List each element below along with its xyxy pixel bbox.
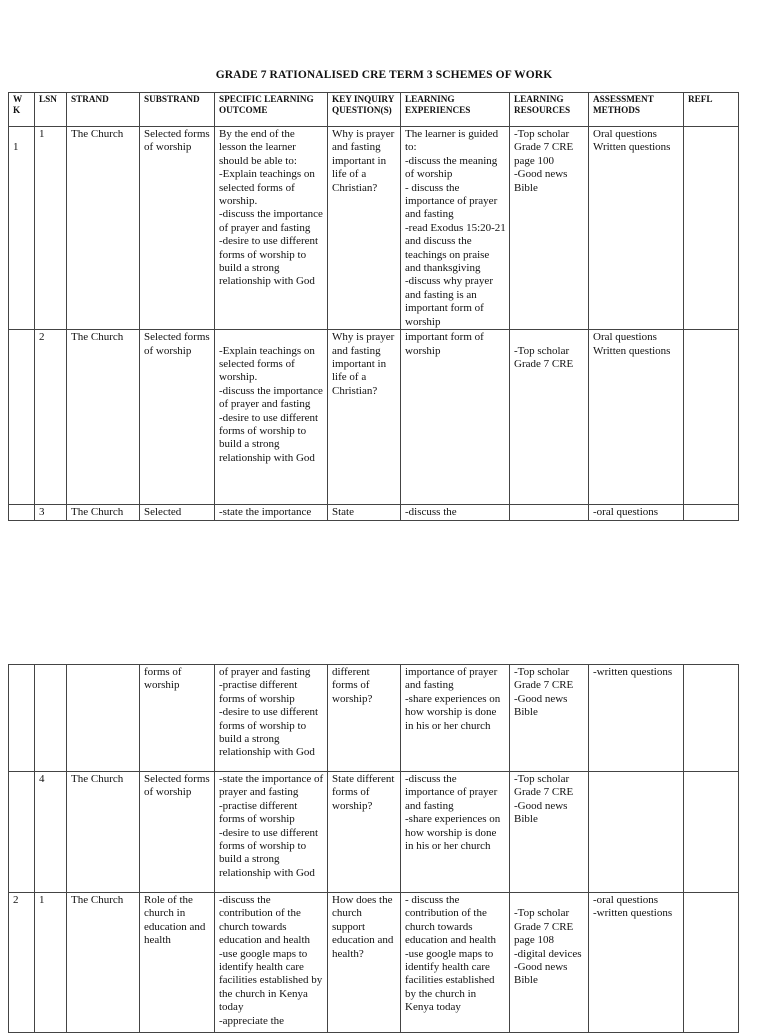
- header-lsn: LSN: [35, 93, 67, 127]
- header-row: [9, 93, 739, 127]
- cell-wk: [9, 665, 35, 772]
- cell-experiences: important form of worship: [401, 330, 510, 505]
- cell-refl: [684, 772, 739, 893]
- cell-wk: 1: [9, 127, 35, 330]
- header-question: KEY INQUIRY QUESTION(S): [328, 93, 401, 127]
- cell-refl: [684, 127, 739, 330]
- cell-substrand: Selected: [140, 505, 215, 520]
- header-assessment: ASSESSMENT METHODS: [589, 93, 684, 127]
- cell-question: Why is prayer and fasting important in life of a Christian?: [328, 330, 401, 505]
- cell-resources: -Top scholar Grade 7 CRE -Good news Bible: [510, 772, 589, 893]
- cell-wk: [9, 330, 35, 505]
- cell-lsn: 4: [35, 772, 67, 893]
- cell-resources: -Top scholar Grade 7 CRE page 100 -Good news Bible: [510, 127, 589, 330]
- cell-substrand: Selected forms of worship: [140, 127, 215, 330]
- cell-experiences: -discuss the: [401, 505, 510, 520]
- cell-strand: The Church: [67, 505, 140, 520]
- cell-wk: [9, 772, 35, 893]
- document-title: GRADE 7 RATIONALISED CRE TERM 3 SCHEMES OF WORK: [215, 69, 553, 81]
- cell-lsn: 2: [35, 330, 67, 505]
- cell-assessment: [589, 772, 684, 893]
- cell-strand: The Church: [67, 330, 140, 505]
- cell-resources: -Top scholar Grade 7 CRE -Good news Bible: [510, 665, 589, 772]
- cell-refl: [684, 893, 739, 1033]
- header-wk: W K: [9, 93, 35, 127]
- cell-assessment: Oral questions Written questions: [589, 127, 684, 330]
- cell-question: different forms of worship?: [328, 665, 401, 772]
- cell-substrand: Role of the church in education and health: [140, 893, 215, 1033]
- header-resources: LEARNING RESOURCES: [510, 93, 589, 127]
- table-row: [9, 505, 739, 520]
- cell-wk: 2: [9, 893, 35, 1033]
- cell-lsn: 3: [35, 505, 67, 520]
- cell-outcome: -Explain teachings on selected forms of worship. -discuss the importance of prayer and fasting -desire to use different forms of worship to build a strong relationship with God: [215, 330, 328, 505]
- cell-outcome: -state the importance: [215, 505, 328, 520]
- table-row: [9, 772, 739, 893]
- cell-resources: [510, 505, 589, 520]
- cell-question: Why is prayer and fasting important in life of a Christian?: [328, 127, 401, 330]
- cell-refl: [684, 505, 739, 520]
- cell-substrand: forms of worship: [140, 665, 215, 772]
- cell-lsn: [35, 665, 67, 772]
- cell-assessment: -written questions: [589, 665, 684, 772]
- header-outcome: SPECIFIC LEARNING OUTCOME: [215, 93, 328, 127]
- table-row: [9, 127, 739, 330]
- cell-strand: The Church: [67, 772, 140, 893]
- table-row: [9, 330, 739, 505]
- cell-assessment: -oral questions: [589, 505, 684, 520]
- cell-strand: The Church: [67, 893, 140, 1033]
- cell-refl: [684, 330, 739, 505]
- cell-assessment: -oral questions -written questions: [589, 893, 684, 1033]
- header-substrand: SUBSTRAND: [140, 93, 215, 127]
- cell-outcome: -discuss the contribution of the church towards education and health -use google maps to identify health care facilities established by the church in Kenya today -appreciate the: [215, 893, 328, 1033]
- cell-substrand: Selected forms of worship: [140, 772, 215, 893]
- cell-outcome: By the end of the lesson the learner should be able to: -Explain teachings on selected forms of worship. -discuss the importance of prayer and fasting -desire to use different forms of worship to build a strong relationship with God: [215, 127, 328, 330]
- cell-resources: -Top scholar Grade 7 CRE page 108 -digital devices -Good news Bible: [510, 893, 589, 1033]
- cell-experiences: importance of prayer and fasting -share experiences on how worship is done in his or her church: [401, 665, 510, 772]
- table-row: [9, 665, 739, 772]
- schemes-table-page-1: [8, 92, 739, 521]
- cell-wk: [9, 505, 35, 520]
- cell-substrand: Selected forms of worship: [140, 330, 215, 505]
- cell-strand: The Church: [67, 127, 140, 330]
- cell-question: State: [328, 505, 401, 520]
- cell-question: How does the church support education and health?: [328, 893, 401, 1033]
- header-strand: STRAND: [67, 93, 140, 127]
- header-refl: REFL: [684, 93, 739, 127]
- cell-refl: [684, 665, 739, 772]
- cell-outcome: -state the importance of prayer and fasting -practise different forms of worship -desire to use different forms of worship to build a strong relationship with God: [215, 772, 328, 893]
- cell-experiences: -discuss the importance of prayer and fasting -share experiences on how worship is done in his or her church: [401, 772, 510, 893]
- cell-question: State different forms of worship?: [328, 772, 401, 893]
- cell-assessment: Oral questions Written questions: [589, 330, 684, 505]
- cell-experiences: - discuss the contribution of the church towards education and health -use google maps to identify health care facilities established by the church in Kenya today: [401, 893, 510, 1033]
- cell-lsn: 1: [35, 893, 67, 1033]
- schemes-table-page-2: [8, 664, 739, 1033]
- header-experiences: LEARNING EXPERIENCES: [401, 93, 510, 127]
- table-row: [9, 893, 739, 1033]
- cell-lsn: 1: [35, 127, 67, 330]
- cell-outcome: of prayer and fasting -practise different forms of worship -desire to use different forms of worship to build a strong relationship with God: [215, 665, 328, 772]
- cell-resources: -Top scholar Grade 7 CRE: [510, 330, 589, 505]
- cell-strand: [67, 665, 140, 772]
- cell-experiences: The learner is guided to: -discuss the meaning of worship - discuss the importance of prayer and fasting -read Exodus 15:20-21 and discuss the teachings on praise and thanksgiving -discuss why prayer and fasting is an important form of worship: [401, 127, 510, 330]
